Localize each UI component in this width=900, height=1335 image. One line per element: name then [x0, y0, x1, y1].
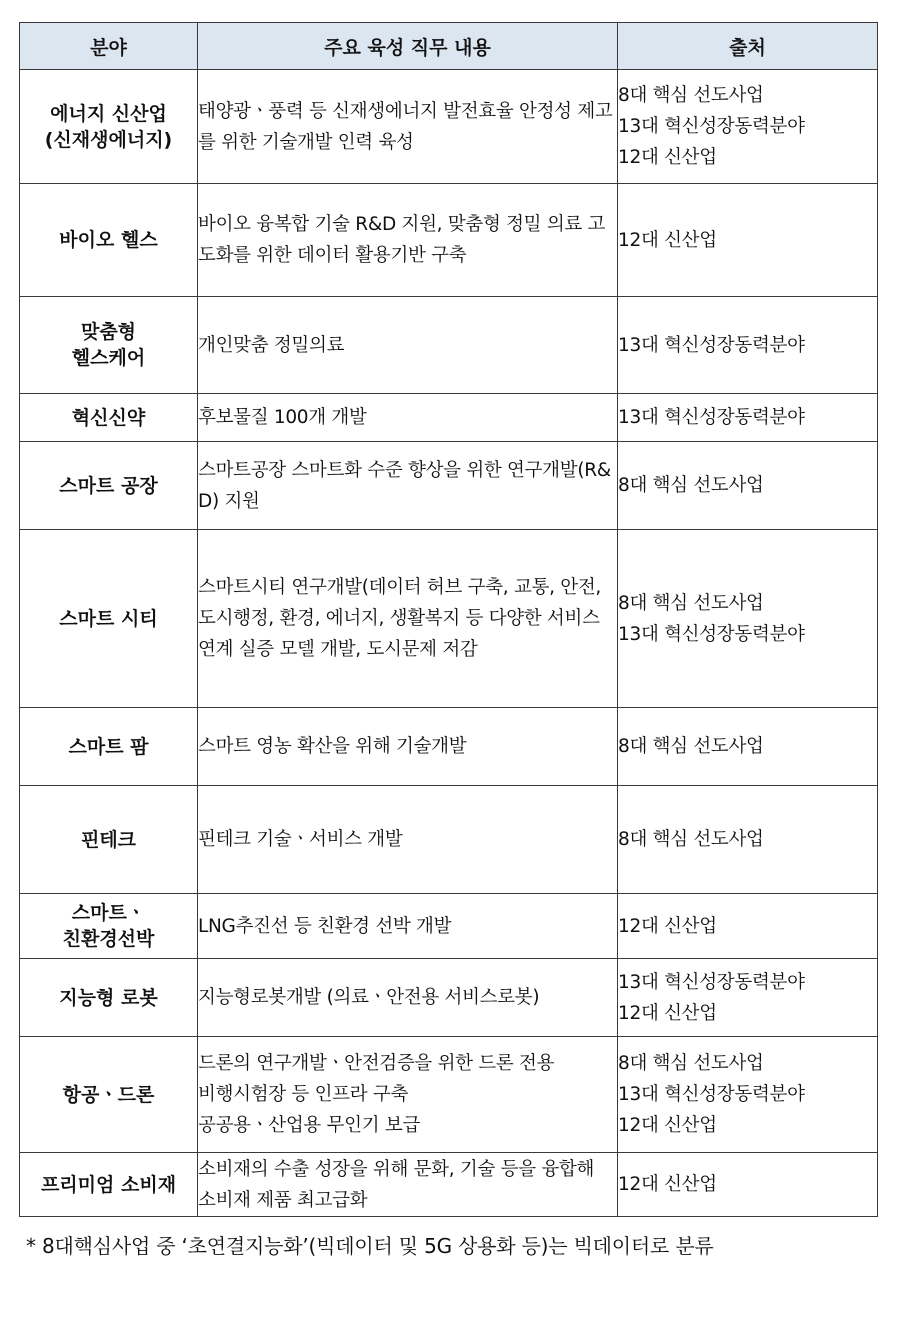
header-source: 출처 [618, 23, 878, 70]
source-cell [618, 894, 878, 959]
source-cell [618, 1037, 878, 1153]
field-cell [20, 894, 198, 959]
field-label: 핀테크 [80, 828, 137, 851]
source-cell [618, 530, 878, 708]
source-cell [618, 70, 878, 184]
description-cell: 스마트 영농 확산을 위해 기술개발 [198, 708, 618, 786]
table-row [20, 786, 878, 894]
source-item: 13대 혁신성장동력분야 [618, 407, 805, 428]
table-row [20, 394, 878, 442]
header-description: 주요 육성 직무 내용 [198, 23, 618, 70]
table-row [20, 1153, 878, 1217]
source-cell [618, 959, 878, 1037]
source-item: 8대 핵심 선도사업 [618, 85, 764, 106]
field-label: 바이오 헬스 [59, 229, 158, 251]
description-cell: 지능형로봇개발 (의료ㆍ안전용 서비스로봇) [198, 959, 618, 1037]
field-label: 프리미엄 소비재 [40, 1173, 177, 1196]
field-label: 친환경선박 [62, 928, 155, 950]
source-cell [618, 184, 878, 297]
table-row [20, 442, 878, 530]
source-item: 13대 혁신성장동력분야 [618, 623, 805, 645]
description-cell: LNG추진선 등 친환경 선박 개발 [198, 894, 618, 959]
table-row [20, 297, 878, 394]
source-item: 8대 핵심 선도사업 [618, 736, 764, 757]
description-cell [198, 1037, 618, 1153]
source-cell [618, 394, 878, 442]
source-item: 13대 혁신성장동력분야 [618, 1084, 805, 1105]
source-item: 13대 혁신성장동력분야 [618, 334, 805, 356]
field-cell [20, 442, 198, 530]
description-cell: 후보물질 100개 개발 [198, 394, 618, 442]
field-label: 스마트 팜 [68, 735, 149, 758]
field-label: 스마트 시티 [59, 607, 158, 630]
footnote-text: * 8대핵심사업 중 ‘초연결지능화’(빅데이터 및 5G 상용화 등)는 빅데이터로 분류 [26, 1234, 714, 1258]
description-cell: 소비재의 수출 성장을 위해 문화, 기술 등을 융합해 소비재 제품 최고급화 [198, 1153, 618, 1217]
footnote [26, 1226, 886, 1266]
description-cell: 태양광ㆍ풍력 등 신재생에너지 발전효율 안정성 제고를 위한 기술개발 인력 육성 [198, 70, 618, 184]
source-item: 13대 혁신성장동력분야 [618, 116, 805, 137]
field-label: 에너지 신산업 [50, 102, 167, 125]
field-cell [20, 1037, 198, 1153]
table-row [20, 959, 878, 1037]
field-label: (신재생에너지) [44, 128, 173, 151]
field-cell [20, 297, 198, 394]
field-label: 혁신신약 [71, 406, 146, 429]
source-item: 12대 신산업 [618, 1174, 717, 1195]
field-cell [20, 530, 198, 708]
source-item: 12대 신산업 [618, 915, 717, 937]
description-cell: 스마트공장 스마트화 수준 향상을 위한 연구개발(R&D) 지원 [198, 442, 618, 530]
source-item: 12대 신산업 [618, 229, 717, 251]
source-cell [618, 442, 878, 530]
source-item: 12대 신산업 [618, 1002, 717, 1024]
source-item: 8대 핵심 선도사업 [618, 592, 764, 614]
table-row [20, 70, 878, 184]
description-line: 비행시험장 등 인프라 구축 [198, 1084, 409, 1105]
field-cell [20, 1153, 198, 1217]
field-label: 지능형 로봇 [59, 986, 158, 1009]
field-label: 맞춤형 [80, 321, 137, 343]
field-label: 스마트 공장 [59, 474, 158, 497]
table-row [20, 1037, 878, 1153]
table-header-row [20, 23, 878, 70]
source-item: 8대 핵심 선도사업 [618, 475, 764, 496]
field-label: 헬스케어 [71, 347, 146, 369]
source-cell [618, 297, 878, 394]
table-row [20, 708, 878, 786]
source-item: 8대 핵심 선도사업 [618, 829, 764, 850]
source-cell [618, 708, 878, 786]
field-label: 항공ㆍ드론 [62, 1083, 155, 1106]
field-cell [20, 184, 198, 297]
description-line: 공공용ㆍ산업용 무인기 보급 [198, 1115, 421, 1136]
header-field: 분야 [20, 23, 198, 70]
source-item: 13대 혁신성장동력분야 [618, 971, 805, 993]
source-cell [618, 786, 878, 894]
field-cell [20, 959, 198, 1037]
table-row [20, 530, 878, 708]
field-cell [20, 394, 198, 442]
source-item: 8대 핵심 선도사업 [618, 1053, 764, 1074]
description-cell: 바이오 융복합 기술 R&D 지원, 맞춤형 정밀 의료 고도화를 위한 데이터 활용기반 구축 [198, 184, 618, 297]
field-cell [20, 708, 198, 786]
description-cell: 개인맞춤 정밀의료 [198, 297, 618, 394]
source-item: 12대 신산업 [618, 147, 717, 168]
description-line: 드론의 연구개발ㆍ안전검증을 위한 드론 전용 [198, 1053, 555, 1074]
field-cell [20, 786, 198, 894]
description-cell: 스마트시티 연구개발(데이터 허브 구축, 교통, 안전, 도시행정, 환경, 에너지, 생활복지 등 다양한 서비스 연계 실증 모델 개발, 도시문제 저감 [198, 530, 618, 708]
source-cell [618, 1153, 878, 1217]
field-label: 스마트ㆍ [71, 902, 146, 924]
source-item: 12대 신산업 [618, 1115, 717, 1136]
table-row [20, 184, 878, 297]
field-cell [20, 70, 198, 184]
job-field-table [19, 22, 878, 1217]
description-cell: 핀테크 기술ㆍ서비스 개발 [198, 786, 618, 894]
table-row [20, 894, 878, 959]
